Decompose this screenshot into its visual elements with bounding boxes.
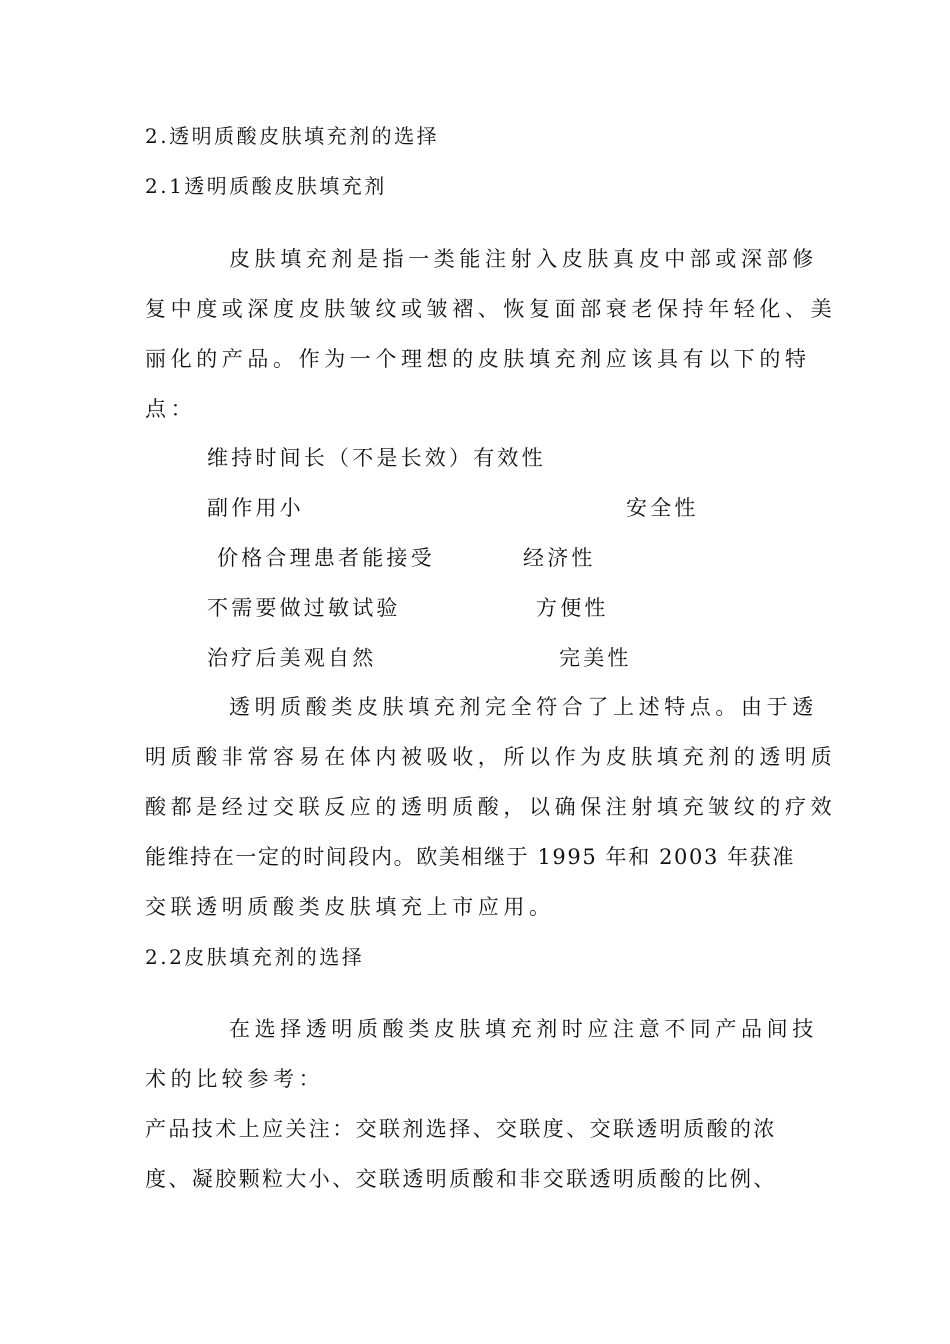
paragraph-1-line-4: 点：	[145, 397, 197, 421]
feature-5-description: 治疗后美观自然	[207, 646, 377, 670]
paragraph-1-line-1: 皮肤填充剂是指一类能注射入皮肤真皮中部或深部修	[229, 247, 818, 271]
feature-4-description: 不需要做过敏试验	[207, 596, 401, 620]
paragraph-2-line-4: 能维持在一定的时间段内。欧美相继于 1995 年和 2003 年获准	[145, 845, 795, 869]
feature-3-description: 价格合理患者能接受	[217, 546, 435, 570]
subsection-heading-2-1: 2.1透明质酸皮肤填充剂	[145, 174, 387, 198]
feature-2-description: 副作用小	[207, 496, 304, 520]
feature-3-category: 经济性	[523, 546, 596, 570]
paragraph-4-line-2: 度、凝胶颗粒大小、交联透明质酸和非交联透明质酸的比例、	[145, 1167, 777, 1191]
paragraph-2-line-5: 交联透明质酸类皮肤填充上市应用。	[145, 895, 555, 919]
paragraph-2-line-2: 明质酸非常容易在体内被吸收，所以作为皮肤填充剂的透明质	[145, 745, 837, 769]
paragraph-2-line-3: 酸都是经过交联反应的透明质酸，以确保注射填充皱纹的疗效	[145, 795, 837, 819]
subsection-heading-2-2: 2.2皮肤填充剂的选择	[145, 945, 365, 969]
feature-2-category: 安全性	[626, 496, 699, 520]
feature-1-description: 维持时间长（不是长效）有效性	[207, 446, 546, 470]
paragraph-3-line-2: 术的比较参考：	[145, 1067, 325, 1091]
feature-5-category: 完美性	[559, 646, 632, 670]
feature-4-category: 方便性	[536, 596, 609, 620]
paragraph-2-line-1: 透明质酸类皮肤填充剂完全符合了上述特点。由于透	[229, 695, 818, 719]
section-heading: 2.透明质酸皮肤填充剂的选择	[145, 124, 440, 148]
paragraph-1-line-2: 复中度或深度皮肤皱纹或皱褶、恢复面部衰老保持年轻化、美	[145, 297, 837, 321]
paragraph-1-line-3: 丽化的产品。作为一个理想的皮肤填充剂应该具有以下的特	[145, 347, 811, 371]
paragraph-4-line-1: 产品技术上应关注：交联剂选择、交联度、交联透明质酸的浓	[145, 1117, 777, 1141]
paragraph-3-line-1: 在选择透明质酸类皮肤填充剂时应注意不同产品间技	[229, 1017, 818, 1041]
